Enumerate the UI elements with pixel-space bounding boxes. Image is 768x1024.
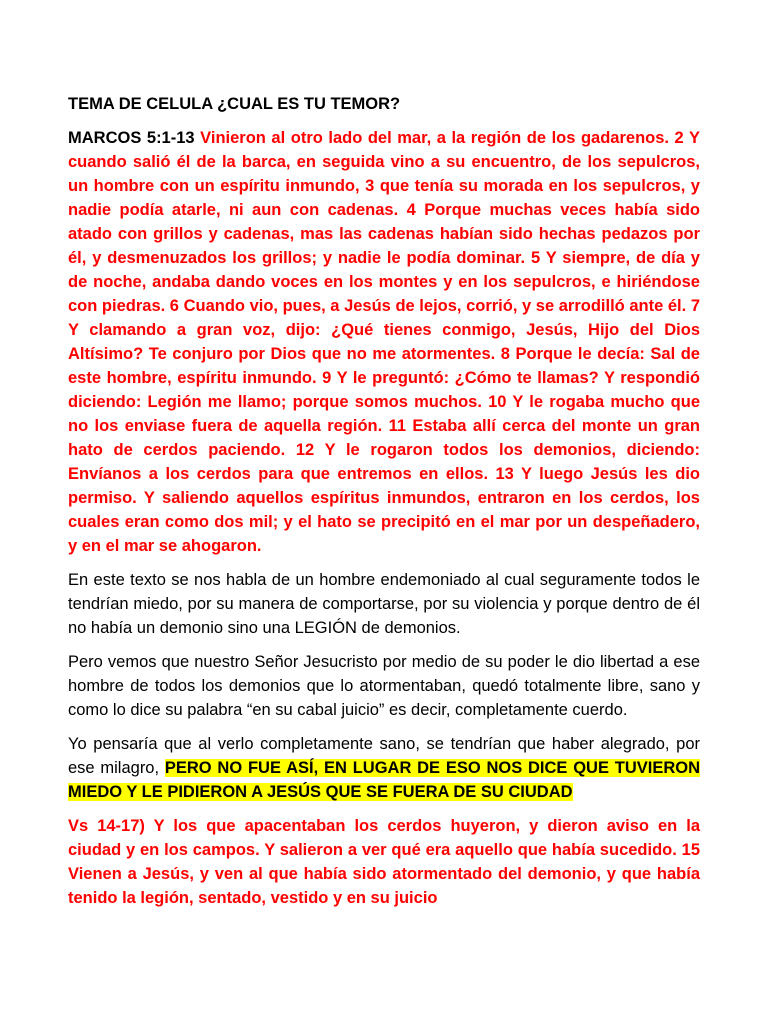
scripture-passage [68,126,700,558]
scripture-passage-2 [68,814,700,910]
commentary-paragraph-3 [68,732,700,804]
passage-2-text: Y los que apacentaban los cerdos huyeron, y dieron aviso en la ciudad y en los campos. Y salieron a ver qué era aquello que había sucedido. 15 Vienen a Jesús, y ven al que había sido atormentado del demonio, y que había tenido la legión, sentado, vestido y en su juicio [68,817,701,907]
commentary-paragraph-1: En este texto se nos habla de un hombre endemoniado al cual seguramente todos le tendrían miedo, por su manera de comportarse, por su violencia y porque dentro de él no había un demonio sino una LEGIÓN de demonios. [68,571,700,637]
document-title: TEMA DE CELULA ¿CUAL ES TU TEMOR? [68,95,401,113]
passage-reference: MARCOS 5:1-13 [68,129,195,147]
passage-text: Vinieron al otro lado del mar, a la región de los gadarenos. 2 Y cuando salió él de la barca, en seguida vino a su encuentro, de los sepulcros, un hombre con un espíritu inmundo, 3 que tenía su morada en los sepulcros, y nadie podía atarle, ni aun con cadenas. 4 Porque muchas veces había sido atado con grillos y cadenas, mas las cadenas habían sido hechas pedazos por él, y desmenuzados los grillos; y nadie le podía dominar. 5 Y siempre, de día y de noche, andaba dando voces en los montes y en los sepulcros, e hiriéndose con piedras. 6 Cuando vio, pues, a Jesús de lejos, corrió, y se arrodilló ante él. 7 Y clamando a gran voz, dijo: ¿Qué tienes conmigo, Jesús, Hijo del Dios Altísimo? Te conjuro por Dios que no me atormentes. 8 Porque le decía: Sal de este hombre, espíritu inmundo. 9 Y le preguntó: ¿Cómo te llamas? Y respondió diciendo: Legión me llamo; porque somos muchos. 10 Y le rogaba mucho que no los enviase fuera de aquella región. 11 Estaba allí cerca del monte un gran hato de cerdos paciendo. 12 Y le rogaron todos los demonios, diciendo: Envíanos a los cerdos para que entremos en ellos. 13 Y luego Jesús les dio permiso. Y saliendo aquellos espíritus inmundos, entraron en los cerdos, los cuales eran como dos mil; y el hato se precipitó en el mar por un despeñadero, y en el mar se ahogaron. [68,129,700,555]
highlighted-statement: PERO NO FUE ASÍ, EN LUGAR DE ESO NOS DICE QUE TUVIERON MIEDO Y LE PIDIERON A JESÚS QUE SE FUERA DE SU CIUDAD [68,759,701,801]
passage-2-reference: Vs 14-17) [68,817,145,835]
commentary-paragraph-2: Pero vemos que nuestro Señor Jesucristo por medio de su poder le dio libertad a ese hombre de todos los demonios que lo atormentaban, quedó totalmente libre, sano y como lo dice su palabra “en su cabal juicio” es decir, completamente cuerdo. [68,653,700,719]
paragraph-3-lead: Yo pensaría que al verlo completamente sano, se tendrían que haber alegrado, por ese milagro, [68,735,700,777]
